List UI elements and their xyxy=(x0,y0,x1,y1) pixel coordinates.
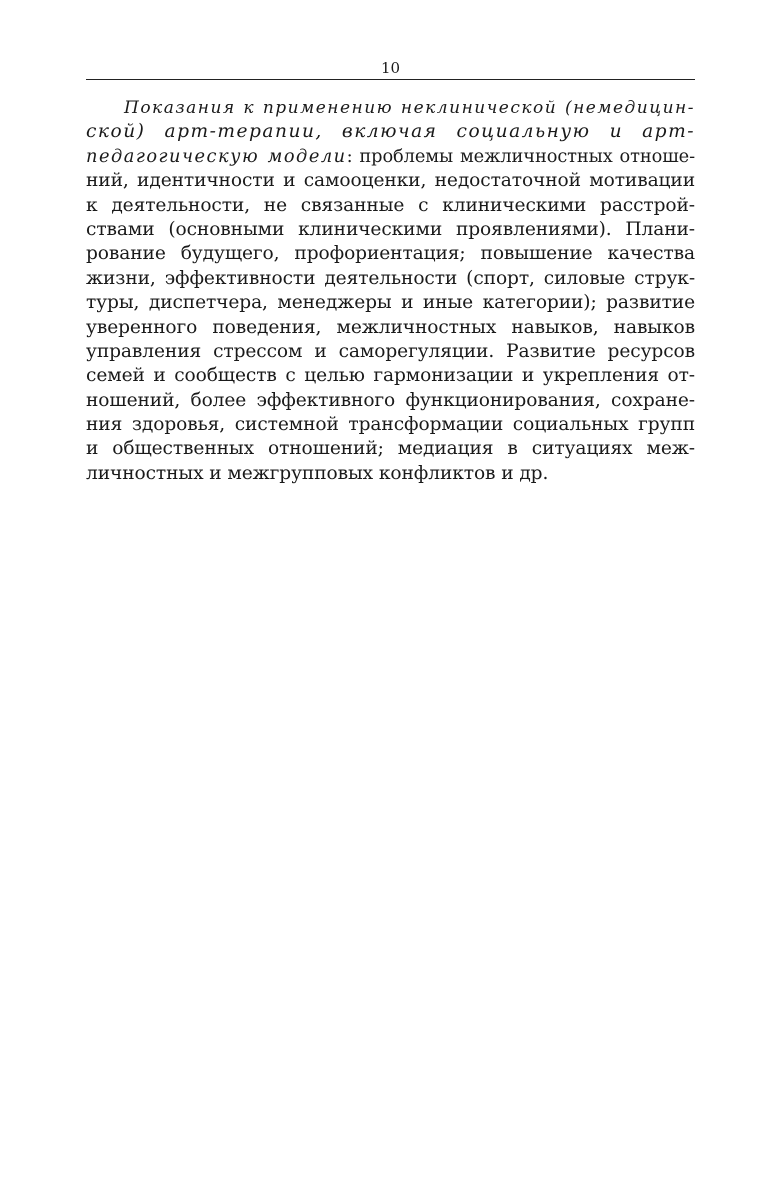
text-line xyxy=(86,218,695,242)
text-run: семей и сообществ с целью гармонизации и укрепления от- xyxy=(86,365,695,387)
text-line xyxy=(86,169,695,193)
text-run: : проблемы межличностных отноше- xyxy=(346,145,695,167)
text-line xyxy=(86,413,695,437)
text-run: к деятельности, не связанные с клиническими расстрой- xyxy=(86,194,695,216)
text-run: и общественных отношений; медиация в ситуациях меж- xyxy=(86,438,695,460)
text-run: уверенного поведения, межличностных навыков, навыков xyxy=(86,316,695,338)
text-line xyxy=(86,437,695,461)
italic-term: Показания к применению неклинической (немедицин- xyxy=(124,98,695,118)
text-run: управления стрессом и саморегуляции. Развитие ресурсов xyxy=(86,340,695,362)
text-run: жизни, эффективности деятельности (спорт, силовые струк- xyxy=(86,267,695,289)
text-run: ний, идентичности и самооценки, недостаточной мотивации xyxy=(86,170,695,192)
text-line xyxy=(86,389,695,413)
text-line xyxy=(86,145,695,169)
text-line xyxy=(86,291,695,315)
text-line xyxy=(86,242,695,266)
text-run: туры, диспетчера, менеджеры и иные категории); развитие xyxy=(86,292,695,314)
header-rule xyxy=(86,79,695,80)
italic-term: педагогическую модели xyxy=(86,145,347,167)
text-run: ношений, более эффективного функционирования, сохране- xyxy=(86,389,695,411)
text-line xyxy=(86,462,695,486)
text-line xyxy=(86,194,695,218)
page-number: 10 xyxy=(380,59,401,77)
text-line xyxy=(86,120,695,144)
text-line xyxy=(86,316,695,340)
text-run: ния здоровья, системной трансформации социальных групп xyxy=(86,414,695,436)
text-line xyxy=(86,364,695,388)
italic-term: ской) арт-терапии, включая социальную и арт- xyxy=(86,121,695,143)
text-line xyxy=(86,340,695,364)
text-line xyxy=(86,96,695,120)
body-paragraph xyxy=(86,96,695,486)
text-run: рование будущего, профориентация; повышение качества xyxy=(86,243,695,265)
text-run: ствами (основными клиническими проявлениями). Плани- xyxy=(86,218,695,240)
text-line xyxy=(86,267,695,291)
text-run: личностных и межгрупповых конфликтов и др. xyxy=(86,462,549,484)
